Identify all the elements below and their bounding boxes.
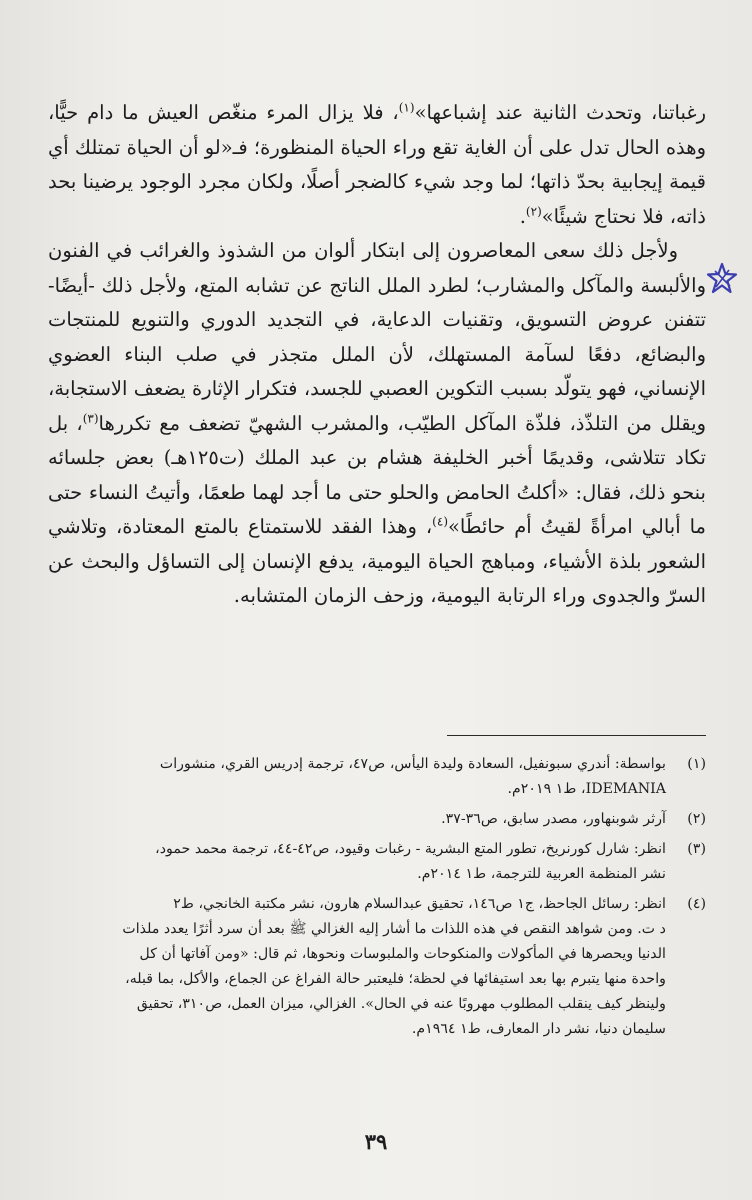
footnote-number: (٤): [687, 896, 706, 912]
footnote-2: (٢) آرثر شوبنهاور، مصدر سابق، ص٣٦-٣٧.: [48, 807, 706, 832]
handwritten-star-mark-icon: [706, 262, 738, 294]
footnote-number: (١): [687, 756, 706, 772]
footnote-separator: [447, 735, 706, 736]
footnote-ref-4[interactable]: (٤): [432, 514, 448, 529]
footnote-3: (٣) انظر: شارل كورنريخ، تطور المتع البشرية - رغبات وقيود، ص٤٢-٤٤، ترجمة محمد حمود، نشر المنظمة العربية للترجمة، ط١ ٢٠١٤م.: [48, 837, 706, 887]
page-number: ٣٩: [364, 1129, 388, 1154]
footnote-number: (٢): [687, 811, 706, 827]
paragraph-1: رغباتنا، وتحدث الثانية عند إشباعها»$^{(١)}$، فلا يزال المرء منغّص العيش ما دام حيًّا، وهذه الحال تدل على أن الغاية تقع وراء الحياة المنظورة؛ فـ«لو أن الحياة تمتلك أي قيمة إيجابية بحدّ ذاتها؛ لما وجد شيء كالضجر أصلًا، ولكان مجرد الوجود يرضينا بحد ذاته، فلا نحتاج شيئًا»$^{(٢)}$.: [48, 100, 706, 228]
footnote-4: (٤) انظر: رسائل الجاحظ، ج١ ص١٤٦، تحقيق عبدالسلام هارون، نشر مكتبة الخانجي، ط٢ د ت. ومن شواهد النقص في هذه اللذات ما أشار إليه الغزالي ﷺ بعد أن سرد أثرًا يعدد ملذات الدنيا ويحصرها في المأكولات والمنكوحات والملبوسات ونحوها، ثم قال: «ومن آفاتها أن كل واحدة منها يتبرم بها بعد استيفائها في لحظة؛ فليعتبر حالة الفراغ عن الجماع، والأكل، بما قبله، ولينظر كيف ينقلب المطلوب مهروبًا عنه في الحال». الغزالي، ميزان العمل، ص٣١٠، تحقيق سليمان دنيا، نشر دار المعارف، ط١ ١٩٦٤م.: [48, 892, 706, 1042]
main-text: [48, 96, 706, 614]
footnote-1: (١) بواسطة: أندري سبونفيل، السعادة وليدة اليأس، ص٤٧، ترجمة إدريس القري، منشورات IDEMANIA، ط١ ٢٠١٩م.: [48, 752, 706, 802]
footnotes: [48, 752, 706, 1047]
footnote-ref-2[interactable]: (٢): [525, 204, 542, 218]
footnote-number: (٣): [687, 841, 706, 857]
footnote-ref-3[interactable]: (٣): [82, 411, 99, 425]
paragraph-2: ولأجل ذلك سعى المعاصرون إلى ابتكار ألوان من الشذوذ والغرائب في الفنون والألبسة والمآكل والمشارب؛ لطرد الملل الناتج عن تشابه المتع، ولأجل ذلك -أيضًا- تتفنن عروض التسويق، وتقنيات الدعاية، في التجديد الدوري والتنويع للمنتجات والبضائع، دفعًا لسآمة المستهلك، لأن الملل متجذر في صلب البناء العضوي الإنساني، فهو يتولّد بسبب التكوين العصبي للجسد، فتكرار الإثارة يضعف الاستجابة، ويقلل من التلذّذ، فلذّة المآكل الطيّب، والمشرب الشهيّ تضعف مع تكررها$^{(٣)}$، بل تكاد تتلاشى، وقديمًا أخبر الخليفة هشام بن عبد الملك (ت١٢٥هـ) بعض جلسائه بنحو ذلك، فقال: «أكلتُ الحامض والحلو حتى ما أجد لهما طعمًا، وأتيتُ النساء حتى ما أبالي امرأةً لقيتُ أم حائطًا»$^{(٤)}$، وهذا الفقد للاستمتاع بالمتع المعتادة، وتلاشي الشعور بلذة الأشياء، ومباهج الحياة اليومية، يدفع الإنسان إلى التساؤل والبحث عن السرّ والجدوى وراء الرتابة اليومية، وزحف الزمان المتشابه.: [48, 239, 707, 607]
footnote-ref-1[interactable]: (١): [398, 100, 415, 115]
